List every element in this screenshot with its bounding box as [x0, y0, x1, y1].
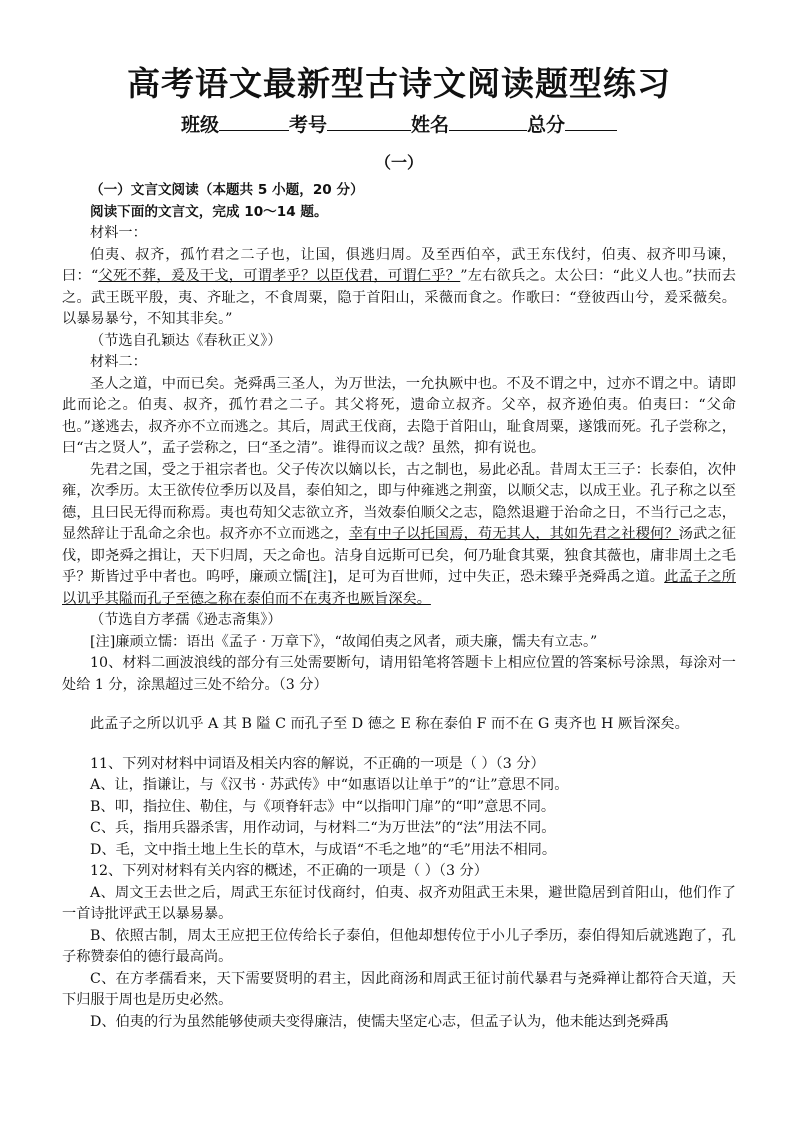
score-label: 总分: [527, 114, 566, 136]
student-info-line: [62, 110, 736, 140]
material2-text-b: 汤武之征伐，即尧舜之揖让，天下归周，天之命也。洁身自远斯可已矣，何乃耻食其粟，独食其薇也，庸非周土之毛乎？斯皆过乎中者也。呜呼，廉顽立懦[注]，足可为百世师，过中失正，恐未臻乎尧舜禹之道。: [62, 526, 736, 585]
material1-source: （节选自孔颖达《春秋正义》）: [90, 332, 282, 349]
question-12-option-d: D、伯夷的行为虽然能够使顽夫变得廉洁，使懦夫坚定心志，但孟子认为，他未能达到尧舜禹: [90, 1013, 669, 1030]
material1-text-a: 伯夷、叔齐，孤竹君之二子也，让国，俱逃归周。及至西伯卒，武王东伐纣，伯夷、叔齐叩马谏，曰：“: [62, 246, 736, 284]
question-11-option-a: A、让，指谦让，与《汉书 · 苏武传》中“如惠语以让单于”的“让”意思不同。: [90, 777, 569, 793]
material1-paragraph: [62, 245, 736, 331]
material2-wavy-line-sentence: 此孟子之所以讥乎其隘而孔子至德之称在泰伯而不在夷齐也厥旨深矣。: [62, 569, 736, 607]
question-12-option-b: B、依照古制，周太王应把王位传给长子泰伯，但他却想传位于小儿子季历，泰伯得知后就逃跑了，孔子称赞泰伯的德行最高尚。: [62, 927, 736, 965]
page-title: 高考语文最新型古诗文阅读题型练习: [127, 64, 671, 103]
question-12-stem: 12、下列对材料有关内容的概述，不正确的一项是（ ）（3 分）: [90, 863, 488, 879]
question-10-stem: 10、材料二画波浪线的部分有三处需要断句，请用铅笔将答题卡上相应位置的答案标号涂黑，每涂对一处给 1 分，涂黑超过三处不给分。（3 分）: [62, 655, 736, 693]
name-label: 姓名: [411, 114, 450, 136]
material2-paragraph-2: [62, 460, 736, 611]
question-12-option-c: C、在方孝孺看来，天下需要贤明的君主，因此商汤和周武王征讨前代暴君与尧舜禅让都符合天道，天下归服于周也是历史必然。: [62, 970, 736, 1008]
material2-source: （节选自方孝孺《逊志斋集》）: [90, 612, 282, 628]
class-blank[interactable]: [219, 112, 289, 131]
material2-label: 材料二：: [90, 354, 147, 370]
section-heading: （一）文言文阅读（本题共 5 小题，20 分）: [90, 182, 364, 198]
question-11-option-d: D、毛，文中指土地上生长的草木，与成语“不毛之地”的“毛”用法不相同。: [90, 841, 557, 858]
name-blank[interactable]: [449, 112, 527, 131]
material2-underlined-sentence: 幸有中子以托国焉，苟无其人，其如先君之社稷何？: [348, 526, 679, 542]
question-11-option-b: B、叩，指拉住、勒住，与《项脊轩志》中“以指叩门扉”的“叩”意思不同。: [90, 798, 556, 815]
material1-label: 材料一：: [90, 225, 147, 241]
material2-paragraph-1: 圣人之道，中而已矣。尧舜禹三圣人，为万世法，一允执厥中也。不及不谓之中，过亦不谓之中。请即此而论之。伯夷、叔齐，孤竹君之二子。其父将死，遗命立叔齐。父卒，叔齐逊伯夷。伯夷曰：“父命也。”遂逃去，叔齐亦不立而逃之。其后，周武王伐商，去隐于首阳山，耻食周粟，遂饿而死。孔子尝称之，曰“古之贤人”，孟子尝称之，曰“圣之清”。谁得而议之哉？虽然，抑有说也。: [62, 375, 736, 456]
score-blank[interactable]: [565, 112, 617, 131]
question-11-stem: 11、下列对材料中词语及相关内容的解说，不正确的一项是（ ）（3 分）: [90, 755, 545, 772]
section-instruction: 阅读下面的文言文，完成 10～14 题。: [90, 203, 328, 220]
material1-text-b: ”左右欲兵之。太公曰：“此义人也。”扶而去之。武王既平殷，夷、齐耻之，不食周粟，隐于首阳山，采薇而食之。作歌曰：“登彼西山兮，爰采薇矣。以暴易暴兮，不知其非矣。”: [62, 268, 736, 327]
question-11-option-c: C、兵，指用兵器杀害，用作动词，与材料二“为万世法”的“法”用法不同。: [90, 820, 556, 836]
question-10-sentence: 此孟子之所以讥乎 A 其 B 隘 C 而孔子至 D 德之 E 称在泰伯 F 而不在 G 夷齐也 H 厥旨深矣。: [90, 716, 689, 732]
exam-no-label: 考号: [288, 114, 327, 136]
spacer: [62, 696, 736, 714]
class-label: 班级: [180, 114, 219, 136]
exam-no-blank[interactable]: [327, 112, 411, 131]
question-12-option-a: A、周文王去世之后，周武王东征讨伐商纣，伯夷、叔齐劝阻武王未果，避世隐居到首阳山，他们作了一首诗批评武王以暴易暴。: [62, 884, 736, 922]
material2-text-a: 先君之国，受之于祖宗者也。父子传次以嫡以长，古之制也，易此必乱。昔周太王三子：长泰伯，次仲雍，次季历。太王欲传位季历以及昌，泰伯知之，即与仲雍逃之荆蛮，以顺父志，以成王业。孔子称之以至德，且曰民无得而称焉。夷也苟知父志欲立齐，当效泰伯顺父之志，隐然退避于治命之日，不当行己之志，显然辞让于乱命之余也。叔齐亦不立而逃之，: [62, 461, 736, 542]
material1-underlined-sentence: 父死不葬，爰及干戈，可谓孝乎？以臣伐君，可谓仁乎？: [98, 268, 461, 284]
part-label: （一）: [374, 153, 423, 172]
annotation-note: [注]廉顽立懦：语出《孟子 · 万章下》，“故闻伯夷之风者，顽夫廉，懦夫有立志。”: [90, 633, 598, 650]
spacer: [62, 736, 736, 754]
